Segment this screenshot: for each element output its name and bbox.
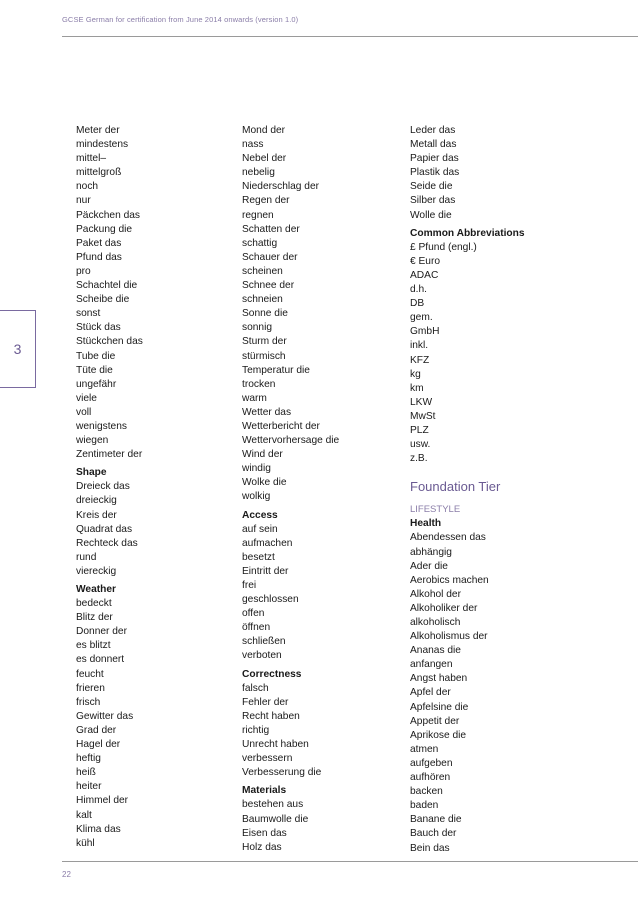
section-heading-materials: Materials [242,785,287,797]
vocab-word: dreieckig [76,495,117,507]
vocab-word: Rechteck das [76,537,138,549]
vocab-word: MwSt [410,410,436,422]
vocab-word: Nebel der [242,153,287,165]
vocab-column-3 [410,124,525,856]
vocab-word: Silber das [410,195,456,207]
word-list [242,124,339,505]
vocab-word: Fehler der [242,696,289,708]
vocab-word: Regen der [242,195,290,207]
vocab-word: inkl. [410,340,429,352]
vocab-word: Blitz der [76,612,113,624]
vocab-word: Alkohol der [410,588,461,600]
vocab-word: GmbH [410,326,440,338]
tier-title: Foundation Tier [410,479,501,495]
vocab-word: bedeckt [76,598,112,610]
vocab-word: gem. [410,312,433,324]
vocab-word: ungefähr [76,378,117,390]
vocab-word: Aprikose die [410,729,467,741]
vocab-column-2 [242,124,339,855]
section-tab [0,310,36,388]
vocab-word: Schatten der [242,223,300,235]
word-list [410,124,525,223]
vocab-word: stürmisch [242,350,286,362]
vocab-word: Aerobics machen [410,574,489,586]
vocab-word: Holz das [242,841,282,853]
section-heading-access: Access [242,509,278,521]
vocab-column-1 [76,124,143,851]
vocab-word: Wettervorhersage die [242,435,340,447]
vocab-word: voll [76,406,92,418]
vocab-word: Papier das [410,153,459,165]
vocab-word: Angst haben [410,673,468,685]
vocab-word: Alkoholismus der [410,631,488,643]
vocab-word: Schnee der [242,280,295,292]
vocab-word: Sturm der [242,336,287,348]
section-heading-weather: Weather [76,584,117,595]
vocab-word: atmen [410,743,439,755]
section-heading-correctness: Correctness [242,668,302,680]
vocab-word: noch [76,181,99,193]
vocab-word: scheinen [242,265,283,277]
vocab-word: warm [242,392,267,404]
vocab-word: mittelgroß [76,167,122,179]
section-heading-abbreviations: Common Abbreviations [410,227,525,239]
section-heading-health: Health [410,518,442,530]
vocab-word: heiter [76,781,102,793]
vocab-word: Wetter das [242,406,292,418]
vocab-word: geschlossen [242,594,299,606]
vocab-word: DB [410,298,425,310]
vocab-word: aufhören [410,772,451,784]
vocab-word: Grad der [76,724,117,736]
vocab-word: Stückchen das [76,336,143,348]
vocab-word: Sonne die [242,308,288,320]
vocab-word: Himmel der [76,795,129,807]
word-list [76,597,143,851]
vocab-word: Ananas die [410,645,461,657]
vocab-word: offen [242,608,265,620]
footer-divider [62,861,638,862]
vocab-word: sonnig [242,322,273,334]
vocab-word: d.h. [410,284,427,296]
vocab-word: Quadrat das [76,523,133,535]
word-list [76,480,143,579]
vocab-word: Metall das [410,139,457,151]
vocab-word: trocken [242,378,276,390]
vocab-word: Plastik das [410,167,460,179]
vocab-word: schließen [242,636,286,648]
vocab-word: Tube die [76,350,116,362]
vocab-word: LKW [410,396,433,408]
vocab-word: Recht haben [242,710,300,722]
vocab-word: feucht [76,668,104,680]
vocab-word: km [410,382,424,394]
vocab-word: Wolke die [242,477,287,489]
vocab-word: bestehen aus [242,799,304,811]
vocab-word: Tüte die [76,364,113,376]
vocab-word: Niederschlag der [242,181,320,193]
vocab-word: Eintritt der [242,565,289,577]
vocab-word: Kreis der [76,509,117,521]
vocab-word: PLZ [410,424,429,436]
vocab-word: es donnert [76,654,125,666]
page-header-title: GCSE German for certification from June 2014 onwards (version 1.0) [62,15,299,24]
vocab-word: wolkig [242,491,271,503]
vocab-word: verbessern [242,753,293,765]
category-label: LIFESTYLE [410,504,461,516]
vocab-word: Zentimeter der [76,449,143,461]
vocab-word: alkoholisch [410,617,461,628]
vocab-word: Scheibe die [76,294,130,306]
vocab-word: kg [410,368,421,380]
vocab-word: mittel– [76,153,107,165]
vocab-word: Abendessen das [410,532,486,544]
word-list [242,682,339,781]
vocab-word: Leder das [410,125,456,136]
vocab-word: kühl [76,837,95,849]
vocab-word: kalt [76,809,92,821]
vocab-word: schneien [242,294,283,306]
vocab-word: KFZ [410,354,430,366]
vocab-word: Baumwolle die [242,813,309,825]
vocab-word: heftig [76,753,101,765]
vocab-word: aufgeben [410,757,453,769]
vocab-word: pro [76,265,91,277]
vocab-word: mindestens [76,139,129,151]
vocab-word: viele [76,392,97,404]
vocab-word: Verbesserung die [242,767,322,779]
vocab-word: windig [242,463,271,475]
vocab-word: sonst [76,308,101,320]
vocab-word: regnen [242,209,274,221]
vocab-word: nebelig [242,167,275,179]
vocab-word: frieren [76,682,105,694]
vocab-word: Paket das [76,237,122,249]
word-list [410,241,525,467]
vocab-word: Ader die [410,560,448,572]
vocab-word: schattig [242,237,278,249]
vocab-word: Päckchen das [76,209,140,221]
vocab-word: Banane die [410,814,462,826]
vocab-word: baden [410,800,439,812]
vocab-word: Donner der [76,626,127,638]
vocab-word: backen [410,786,443,798]
word-list [242,523,339,664]
vocab-word: Seide die [410,181,453,193]
vocab-word: Unrecht haben [242,739,309,751]
word-list [410,531,525,855]
vocab-word: Schachtel die [76,280,138,292]
vocab-word: Packung die [76,223,133,235]
vocab-word: rund [76,551,97,563]
vocab-word: Meter der [76,125,120,136]
section-number: 3 [13,341,22,357]
vocab-word: es blitzt [76,640,111,652]
vocab-word: richtig [242,724,270,736]
vocab-word: frisch [76,696,101,708]
vocab-word: nass [242,139,264,151]
vocab-word: Gewitter das [76,710,134,722]
vocab-word: Klima das [76,823,121,835]
vocab-word: Pfund das [76,251,122,263]
vocab-word: auf sein [242,523,278,535]
vocab-word: wiegen [76,435,109,447]
vocab-word: abhängig [410,546,452,558]
vocab-word: Dreieck das [76,481,130,493]
vocab-word: Bein das [410,842,450,854]
vocab-word: falsch [242,682,269,694]
vocab-word: Eisen das [242,827,287,839]
vocab-word: Stück das [76,322,121,334]
vocab-word: Wolle die [410,209,452,221]
vocab-word: z.B. [410,453,428,465]
vocab-word: heiß [76,767,96,779]
vocab-word: Appetit der [410,715,460,727]
vocab-word: Hagel der [76,739,121,751]
vocab-word: ADAC [410,269,439,281]
vocab-word: frei [242,580,257,591]
word-list [76,124,143,462]
vocab-word: nur [76,195,91,207]
section-heading-shape: Shape [76,467,107,479]
vocab-word: Bauch der [410,828,457,840]
vocab-word: Mond der [242,125,286,136]
vocab-word: viereckig [76,565,117,577]
vocab-word: Apfel der [410,687,451,699]
vocab-word: anfangen [410,659,453,671]
vocab-word: Alkoholiker der [410,602,478,614]
vocab-word: öffnen [242,622,271,634]
vocab-word: Apfelsine die [410,701,469,713]
page-number: 22 [62,870,71,879]
vocab-word: € Euro [410,255,441,267]
vocab-word: Temperatur die [242,364,310,376]
vocab-word: Schauer der [242,251,298,263]
vocab-word: usw. [410,439,431,451]
vocab-word: £ Pfund (engl.) [410,241,477,253]
vocab-word: wenigstens [76,420,127,432]
vocab-word: Wetterbericht der [242,420,320,432]
vocab-word: besetzt [242,551,275,563]
header-divider [62,36,638,37]
vocab-word: Wind der [242,449,283,461]
vocab-word: aufmachen [242,537,293,549]
word-list [242,798,339,854]
vocab-word: verboten [242,650,282,662]
